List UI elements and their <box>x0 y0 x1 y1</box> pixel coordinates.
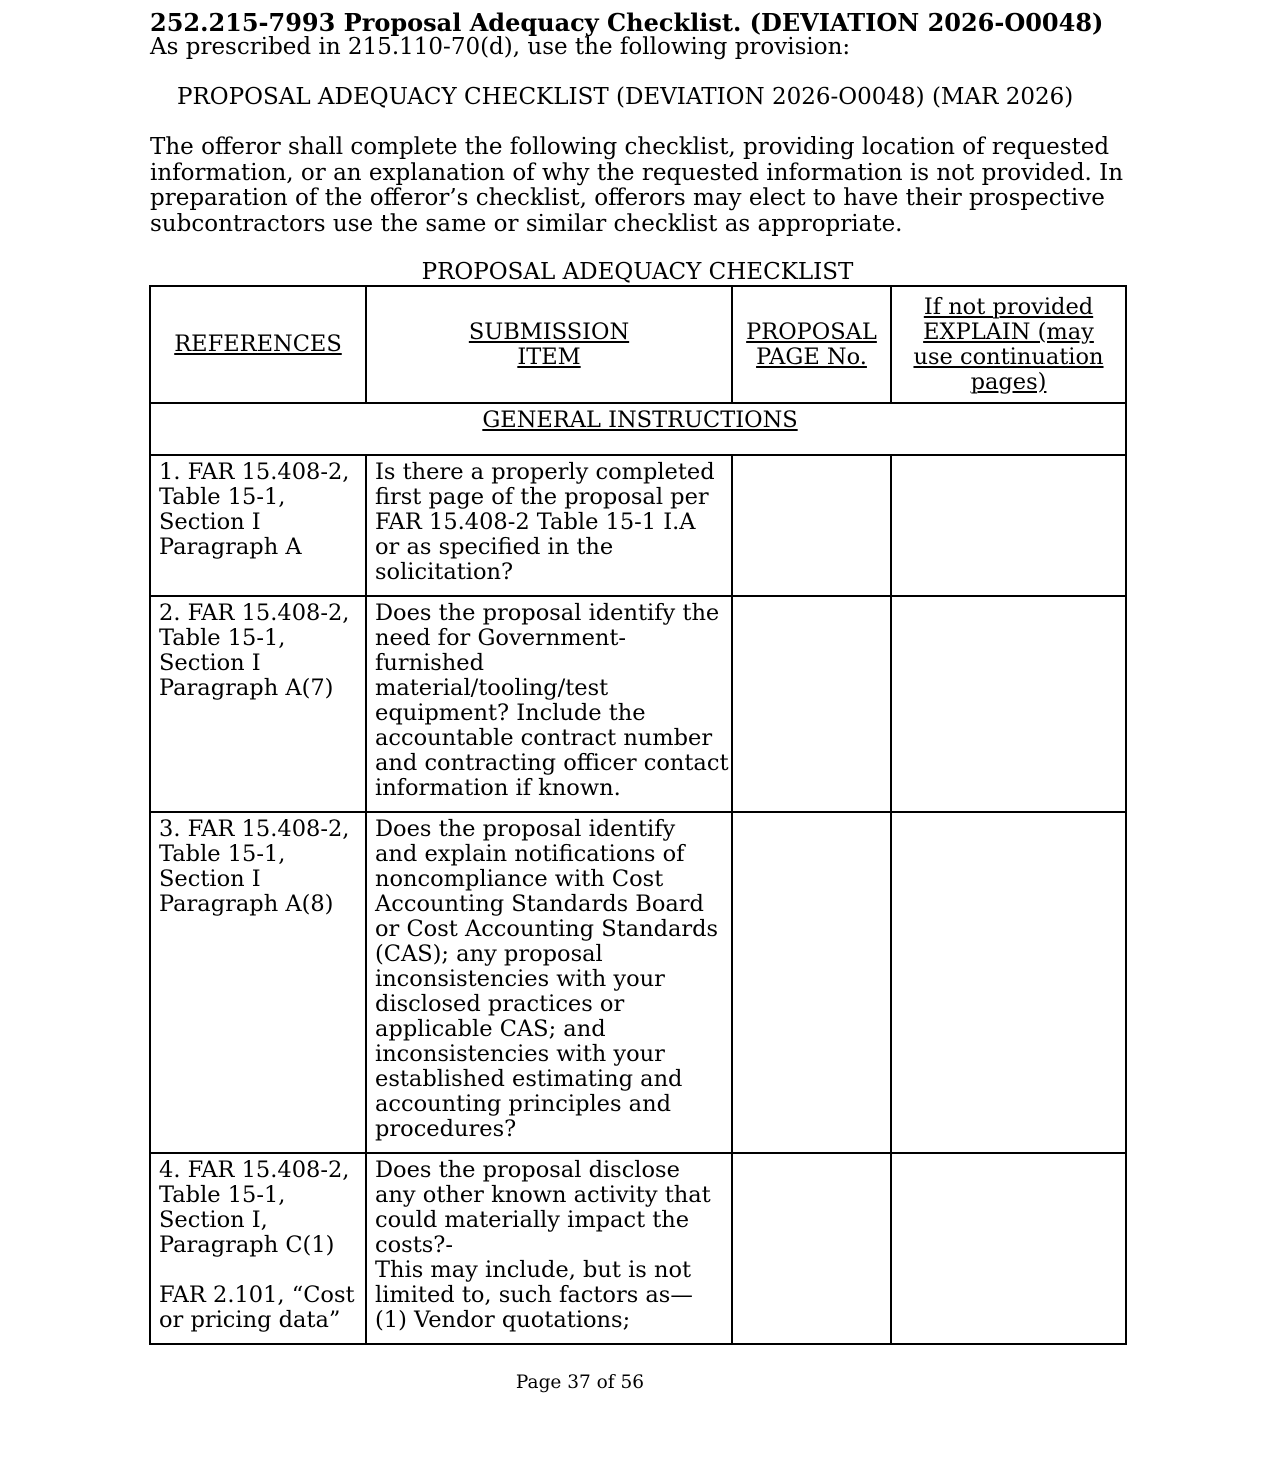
header-line: ITEM <box>517 343 581 370</box>
reference-line: Section I <box>159 509 261 535</box>
explain-cell[interactable] <box>891 455 1126 596</box>
reference-line: Paragraph A(7) <box>159 675 334 701</box>
table-row <box>150 596 1126 812</box>
reference-cell <box>150 455 366 596</box>
proposal-page-cell[interactable] <box>732 455 891 596</box>
header-line: SUBMISSION <box>468 318 630 345</box>
header-line: If not provided <box>923 293 1094 320</box>
header-line: use continuation <box>913 343 1104 370</box>
item-line: Does the proposal disclose <box>375 1157 680 1183</box>
item-line: accounting principles and <box>375 1091 671 1117</box>
section-heading-cell <box>150 403 1126 455</box>
item-line: established estimating and <box>375 1066 683 1092</box>
table-row <box>150 1153 1126 1344</box>
reference-line: Section I <box>159 650 261 676</box>
item-line: Does the proposal identify <box>375 816 676 842</box>
item-line: noncompliance with Cost <box>375 866 664 892</box>
intro-line: information, or an explanation of why the requested information is not provided. In <box>150 159 1124 186</box>
item-line: furnished <box>375 650 485 676</box>
reference-line: Section I <box>159 866 261 892</box>
prescription-text: As prescribed in 215.110-70(d), use the following provision: <box>150 34 851 60</box>
provision-title: PROPOSAL ADEQUACY CHECKLIST (DEVIATION 2026-O0048) (MAR 2026) <box>177 84 1074 110</box>
proposal-page-cell[interactable] <box>732 812 891 1153</box>
intro-paragraph <box>150 135 1135 237</box>
item-line: could materially impact the <box>375 1207 690 1233</box>
reference-line: Paragraph A(8) <box>159 891 334 917</box>
explain-cell[interactable] <box>891 596 1126 812</box>
page-footer: Page 37 of 56 <box>515 1372 645 1393</box>
item-line: or as specified in the <box>375 534 614 560</box>
item-line: first page of the proposal per <box>375 484 709 510</box>
checklist-table <box>149 285 1127 1345</box>
item-line: inconsistencies with your <box>375 1041 665 1067</box>
reference-line: Table 15-1, <box>159 484 286 510</box>
item-line: or Cost Accounting Standards <box>375 916 719 942</box>
reference-spacer <box>159 1258 361 1283</box>
section-heading: GENERAL INSTRUCTIONS <box>482 407 798 433</box>
item-line: need for Government- <box>375 625 627 651</box>
item-line: any other known activity that <box>375 1182 711 1208</box>
table-row <box>150 455 1126 596</box>
header-proposal-page <box>732 286 891 403</box>
header-line: pages) <box>970 368 1047 395</box>
item-line: (1) Vendor quotations; <box>375 1307 631 1333</box>
reference-line: or pricing data” <box>159 1307 341 1333</box>
item-line: accountable contract number <box>375 725 713 751</box>
header-line: PAGE No. <box>756 343 867 370</box>
table-title: PROPOSAL ADEQUACY CHECKLIST <box>421 259 854 285</box>
proposal-page-cell[interactable] <box>732 1153 891 1344</box>
header-line: EXPLAIN (may <box>923 318 1094 345</box>
reference-cell <box>150 812 366 1153</box>
reference-line: FAR 2.101, “Cost <box>159 1282 355 1308</box>
submission-item-cell <box>366 812 732 1153</box>
item-line: limited to, such factors as— <box>375 1282 693 1308</box>
item-line: Is there a properly completed <box>375 459 715 485</box>
reference-line: Table 15-1, <box>159 841 286 867</box>
submission-item-cell <box>366 596 732 812</box>
header-submission-item <box>366 286 732 403</box>
item-line: disclosed practices or <box>375 991 625 1017</box>
intro-line: subcontractors use the same or similar checklist as appropriate. <box>150 210 903 237</box>
reference-line: Paragraph A <box>159 534 302 560</box>
clause-heading: 252.215-7993 Proposal Adequacy Checklist. (DEVIATION 2026-O0048) <box>150 8 1104 37</box>
explain-cell[interactable] <box>891 1153 1126 1344</box>
item-line: (CAS); any proposal <box>375 941 603 967</box>
header-explain <box>891 286 1126 403</box>
reference-line: Paragraph C(1) <box>159 1232 335 1258</box>
header-references <box>150 286 366 403</box>
intro-line: preparation of the offeror’s checklist, offerors may elect to have their prospective <box>150 185 1105 211</box>
item-line: costs?- <box>375 1232 453 1258</box>
item-line: and contracting officer contact <box>375 750 729 776</box>
header-line: PROPOSAL <box>746 318 877 345</box>
reference-line: 4. FAR 15.408-2, <box>159 1157 350 1183</box>
submission-item-cell <box>366 1153 732 1344</box>
submission-item-cell <box>366 455 732 596</box>
item-line: procedures? <box>375 1116 517 1142</box>
reference-line: 3. FAR 15.408-2, <box>159 816 350 842</box>
header-references-label: REFERENCES <box>174 331 342 357</box>
item-line: solicitation? <box>375 559 514 585</box>
item-line: and explain notifications of <box>375 841 685 867</box>
intro-line: The offeror shall complete the following checklist, providing location of requested <box>150 134 1110 160</box>
reference-cell <box>150 1153 366 1344</box>
item-line: Accounting Standards Board <box>375 891 704 917</box>
reference-cell <box>150 596 366 812</box>
item-line: equipment? Include the <box>375 700 646 726</box>
item-line: inconsistencies with your <box>375 966 665 992</box>
reference-line: Section I, <box>159 1207 268 1233</box>
item-line: FAR 15.408-2 Table 15-1 I.A <box>375 509 696 535</box>
reference-line: 1. FAR 15.408-2, <box>159 459 350 485</box>
item-line: material/tooling/test <box>375 675 609 701</box>
reference-line: 2. FAR 15.408-2, <box>159 600 350 626</box>
section-row-general <box>150 403 1126 455</box>
explain-cell[interactable] <box>891 812 1126 1153</box>
proposal-page-cell[interactable] <box>732 596 891 812</box>
item-line: applicable CAS; and <box>375 1016 606 1042</box>
item-line: Does the proposal identify the <box>375 600 720 626</box>
reference-line: Table 15-1, <box>159 1182 286 1208</box>
reference-line: Table 15-1, <box>159 625 286 651</box>
table-row <box>150 812 1126 1153</box>
table-header-row <box>150 286 1126 403</box>
item-line: This may include, but is not <box>375 1257 692 1283</box>
item-line: information if known. <box>375 775 621 801</box>
